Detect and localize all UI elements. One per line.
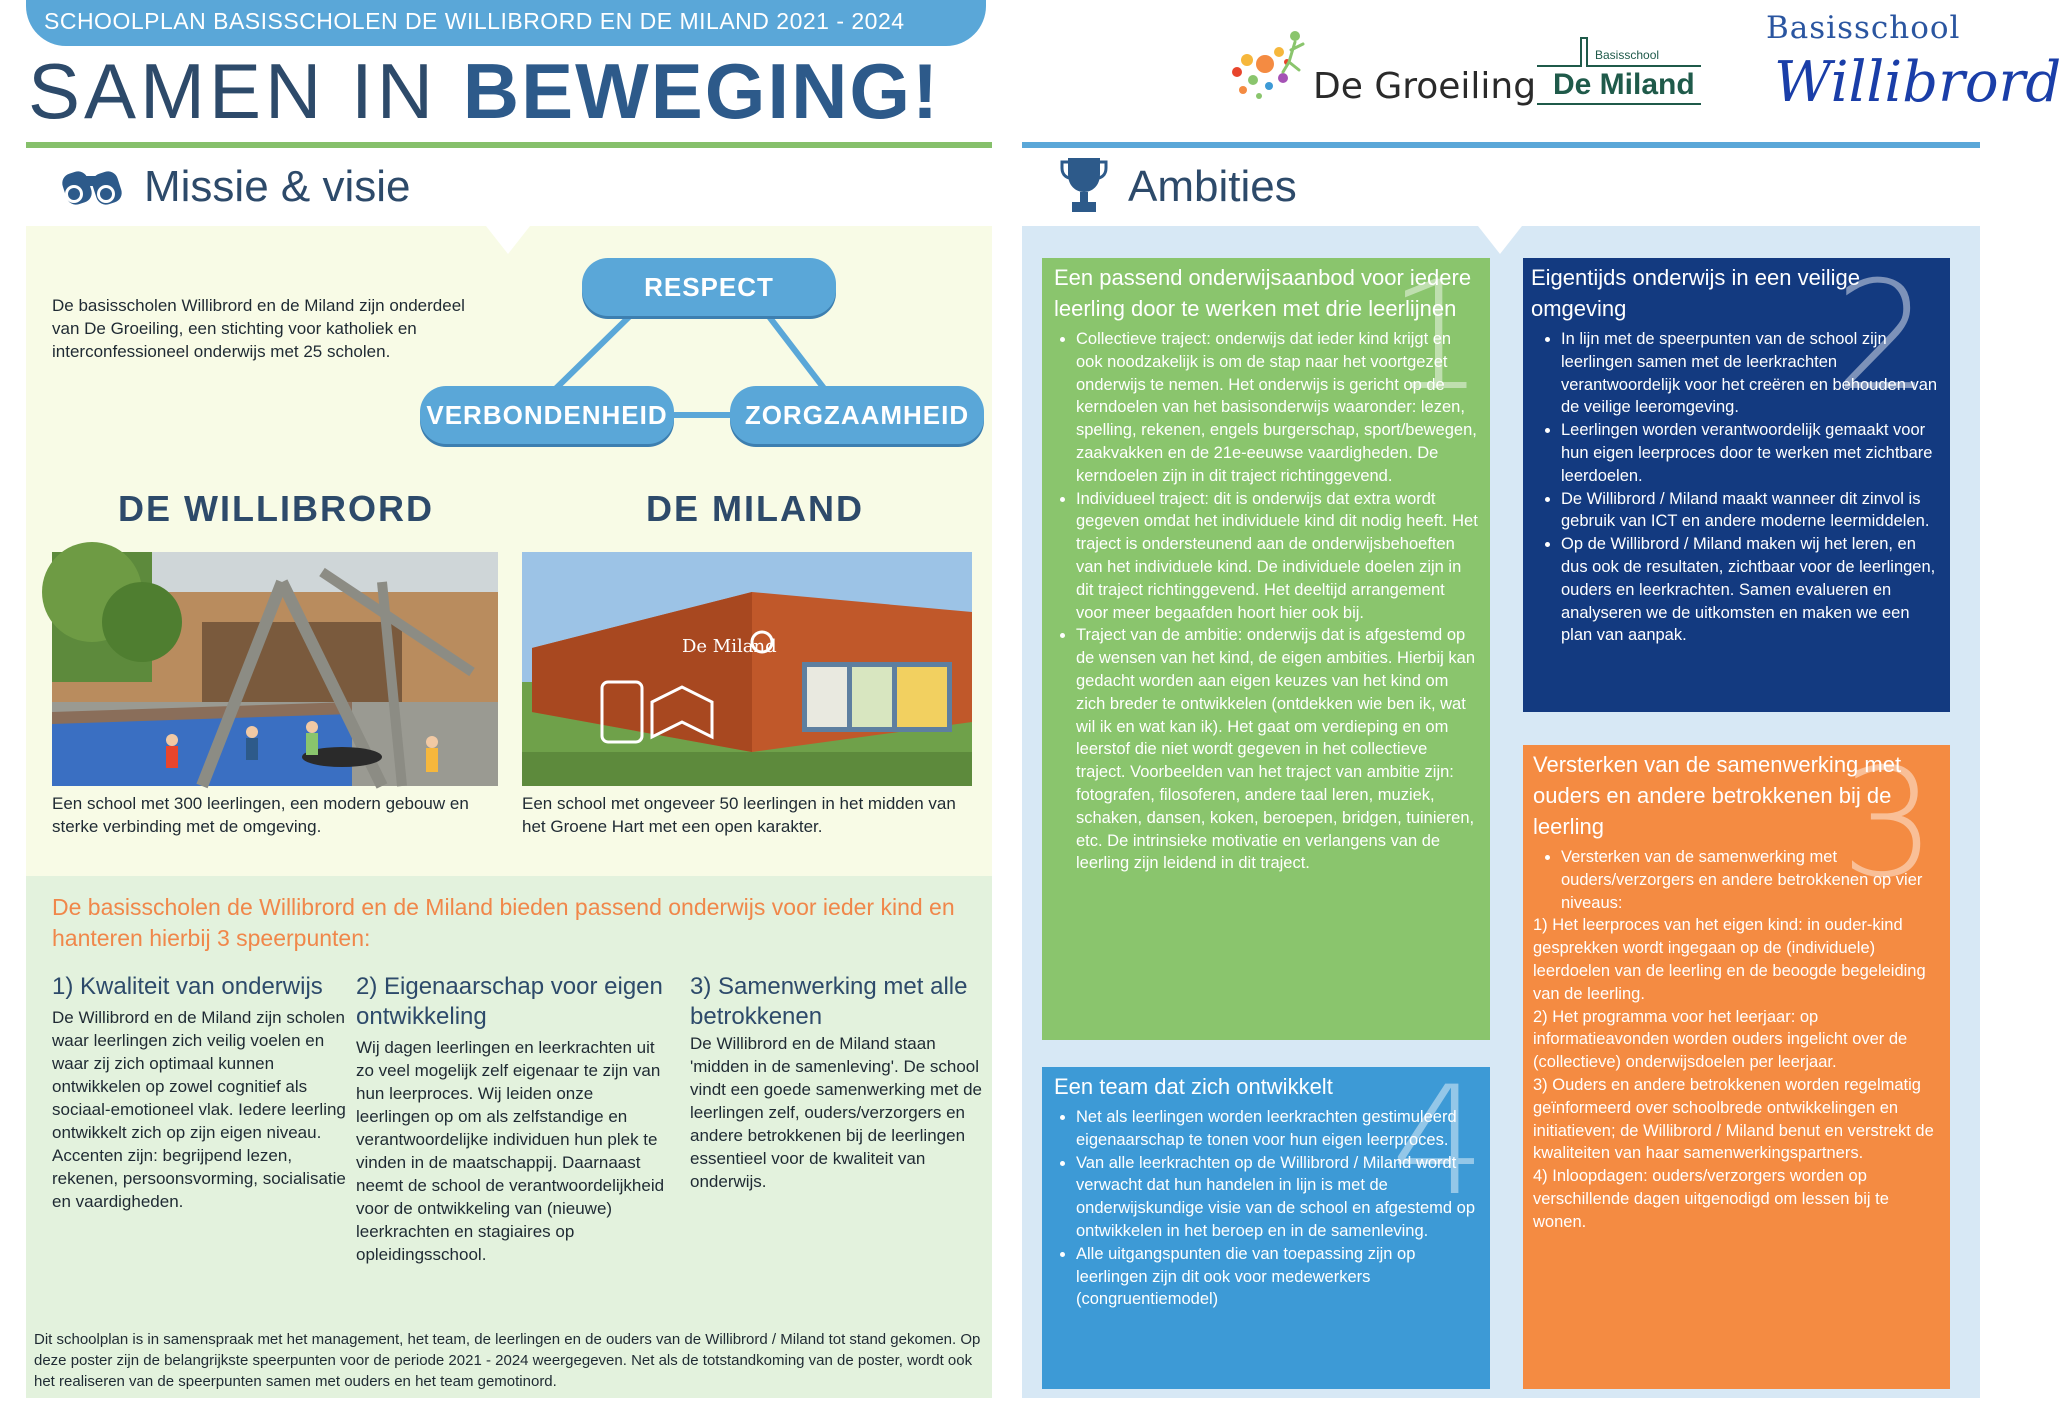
pillar-3-title: 3) Samenwerking met alle betrokkenen (690, 973, 968, 1030)
ambition-box-1 (1042, 250, 1490, 1040)
logo-de-miland (1535, 32, 1705, 112)
pillar-1-text: De Willibrord en de Miland zijn scholen waar leerlingen zich veilig voelen en waar zij zich optimaal kunnen ontwikkelen op zowel cognitief als sociaal-emotioneel vlak. Iedere leerling ontwikkelt zich op zijn eigen niveau. Accenten zijn: begrijpend lezen, rekenen, persoonsvorming, socialisatie en vaardigheden. (52, 1008, 346, 1211)
page-title (28, 47, 941, 135)
logo-willibrord (1760, 6, 2061, 126)
ambition-number-2: 2 (1834, 250, 1930, 424)
mission-heading: Missie & visie (144, 162, 411, 211)
school-name-willibrord: DE WILLIBRORD (118, 488, 434, 529)
value-respect: RESPECT (582, 258, 836, 316)
list-item: • Net als leerlingen worden leerkrachten gestimuleerd eigenaarschap te tonen voor hun eigen leerproces. (1076, 1106, 1480, 1152)
pillar-3-text: De Willibrord en de Miland staan 'midden in de samenleving'. De school vindt een goede samenwerking met de leerlingen zelf, ouders/verzorgers en andere betrokkenen bij de leerlingen essentieel voor de kwaliteit van onderwijs. (690, 1034, 983, 1191)
list-item: • Collectieve traject: onderwijs dat ieder kind krijgt en ook noodzakelijk is om de stap naar het voortgezet onderwijs te nemen. Het onderwijs is gericht op de kerndoelen van het basisonderwijs waaronder: lezen, spelling, rekenen, engels burgerschap, sport/bewegen, zaakvakken en de 21e-eeuwse vaardigheden. De kerndoelen zijn in dit traject richtinggevend. (1076, 328, 1480, 488)
willibrord-label: Willibrord (1774, 50, 2061, 115)
list-item: • Versterken van de samenwerking met ouders/verzorgers en andere betrokkenen op vier niveaus: (1561, 846, 1942, 914)
top-banner (26, 0, 986, 46)
value-zorgzaamheid: ZORGZAAMHEID (730, 386, 984, 444)
title-plain: SAMEN IN (28, 47, 463, 135)
list-item: • In lijn met de speerpunten van de school zijn leerlingen samen met de leerkrachten verantwoordelijk voor het creëren en behouden van de veilige leeromgeving. (1561, 328, 1942, 419)
list-item: • Individueel traject: dit is onderwijs dat extra wordt gegeven omdat het individuele kind dit nodig heeft. Het traject is ondersteunend aan de onderwijsbehoeften van het individuele kind. De individuele doelen zijn in dit traject richtinggevend. Het deeltijd arrangement voor meer begaafden hoort hier ook bij. (1076, 488, 1480, 625)
ambition-3-level-4: 4) Inloopdagen: ouders/verzorgers worden op verschillende dagen uitgenodigd om lessen bij te wonen. (1533, 1167, 1889, 1231)
ambition-box-3 (1523, 737, 1950, 1389)
ambition-number-1: 1 (1388, 250, 1484, 424)
ambition-3-level-2: 2) Het programma voor het leerjaar: op informatieavonden worden ouders ingelicht over de (collectieve) onderwijsdoelen per leerjaar. (1533, 1007, 1908, 1072)
caption-willibrord: Een school met 300 leerlingen, een modern gebouw en sterke verbinding met de omgeving. (52, 794, 469, 836)
miland-label: De Miland (1553, 68, 1695, 101)
pillars-intro: De basisscholen de Willibrord en de Miland bieden passend onderwijs voor ieder kind en hanteren hierbij 3 speerpunten: (52, 894, 955, 951)
groeiling-label: De Groeiling (1313, 66, 1537, 107)
title-bold: BEWEGING! (462, 47, 941, 135)
willibrord-small-label: Basisschool (1766, 10, 1961, 46)
svg-text:De Miland: De Miland (682, 636, 777, 657)
ambition-number-3: 3 (1840, 737, 1936, 911)
list-item: • Traject van de ambitie: onderwijs dat is afgestemd op de wensen van het kind, de eigen ambities. Hierbij kan gedacht worden aan eigen keuzes van het kind om zich breder te ontwikkelen (ontdekken wie ben ik, wat wil ik en wat kan ik). Het gaat om verdieping en om leerstof die niet wordt gegeven in het collectieve traject. Voorbeelden van het traject van ambitie zijn: fotografen, filosoferen, andere taal leren, muziek, schaken, dansen, koken, beroepen, bridgen, tuinieren, etc. De intrinsieke motivatie en verlangens van de leerling zijn leidend in dit traject. (1076, 624, 1480, 875)
footnote: Dit schoolplan is in samenspraak met het management, het team, de leerlingen en de ouders van de Willibrord / Miland tot stand gekomen. Op deze poster zijn de belangrijkste speerpunten voor de periode 2021 - 2024 weergegeven. Net als de totstandkoming van de poster, wordt ook het realiseren van de speerpunten samen met ouders en het team gemotinord. (34, 1331, 981, 1390)
ambition-title-1: Een passend onderwijsaanbod voor iedere leerling door te werken met drie leerlijnen (1054, 265, 1472, 321)
school-name-miland: DE MILAND (646, 488, 864, 529)
divider-green (26, 142, 992, 148)
banner-text: SCHOOLPLAN BASISSCHOLEN DE WILLIBRORD EN DE MILAND 2021 - 2024 (44, 8, 905, 34)
ambition-3-level-1: 1) Het leerproces van het eigen kind: in ouder-kind gesprekken wordt ingegaan op de (individuele) leerdoelen van de leerling en de beoogde begeleiding van de leerling. (1533, 916, 1926, 1003)
divider-blue (1022, 142, 1980, 148)
binoculars-icon (60, 162, 126, 208)
pillar-2-title: 2) Eigenaarschap voor eigen ontwikkeling (356, 973, 663, 1030)
list-item: • Alle uitgangspunten die van toepassing zijn op leerlingen zijn dit ook voor medewerkers (congruentiemodel) (1076, 1243, 1480, 1311)
list-item: • Op de Willibrord / Miland maken wij het leren, en dus ook de resultaten, zichtbaar voor de leerlingen, ouders en leerkrachten. Samen evalueren en analyseren we de uitkomsten en maken we een plan van aanpak. (1561, 533, 1942, 647)
trophy-icon (1060, 154, 1108, 216)
photo-miland (522, 552, 972, 786)
mission-intro: De basisscholen Willibrord en de Miland zijn onderdeel van De Groeiling, een stichting voor katholiek en interconfessioneel onderwijs met 25 scholen. (52, 296, 465, 361)
value-verbondenheid: VERBONDENHEID (420, 386, 674, 444)
ambition-title-2: Eigentijds onderwijs in een veilige omgeving (1531, 265, 1860, 321)
groeiling-figure-icon (1225, 22, 1315, 112)
caption-miland: Een school met ongeveer 50 leerlingen in het midden van het Groene Hart met een open karakter. (522, 794, 956, 836)
miland-small-label: Basisschool (1595, 48, 1660, 62)
pillar-2-text: Wij dagen leerlingen en leerkrachten uit zo veel mogelijk zelf eigenaar te zijn van hun leerproces. Wij leiden onze leerlingen op om als zelfstandige en verantwoordelijke individuen hun plek te vinden in de maatschappij. Daarnaast neemt de school de verantwoordelijkheid voor de ontwikkeling van (nieuwe) leerkrachten en stagiaires op opleidingsschool. (356, 1038, 665, 1264)
ambition-box-2 (1523, 250, 1950, 712)
list-item: • De Willibrord / Miland maakt wanneer dit zinvol is gebruik van ICT en andere moderne leermiddelen. (1561, 488, 1942, 534)
logo-de-groeiling (1225, 22, 1537, 112)
ambitions-heading: Ambities (1128, 162, 1297, 211)
ambition-title-4: Een team dat zich ontwikkelt (1054, 1074, 1333, 1099)
ambition-3-level-3: 3) Ouders en andere betrokkenen worden regelmatig geïnformeerd over schoolbrede ontwikkelingen en initiatieven; de Willibrord / Miland benut en verstrekt de kwaliteiten van haar samenwerkingspartners. (1533, 1075, 1934, 1163)
panel-notch (1478, 226, 1522, 254)
ambition-title-3: Versterken van de samenwerking met ouders en andere betrokkenen bij de leerling (1533, 752, 1902, 839)
pillar-1-title: 1) Kwaliteit van onderwijs (52, 973, 323, 1000)
list-item: • Van alle leerkrachten op de Willibrord / Miland wordt verwacht dat hun handelen in lijn is met de onderwijskundige visie van de school en afgestemd op ontwikkelen in het beroep en in de samenleving. (1076, 1152, 1480, 1243)
list-item: • Leerlingen worden verantwoordelijk gemaakt voor hun eigen leerproces door te werken met zichtbare leerdoelen. (1561, 419, 1942, 487)
ambition-number-4: 4 (1390, 1055, 1486, 1229)
ambition-box-4 (1042, 1055, 1490, 1389)
photo-willibrord (52, 552, 498, 786)
panel-notch (486, 226, 530, 254)
